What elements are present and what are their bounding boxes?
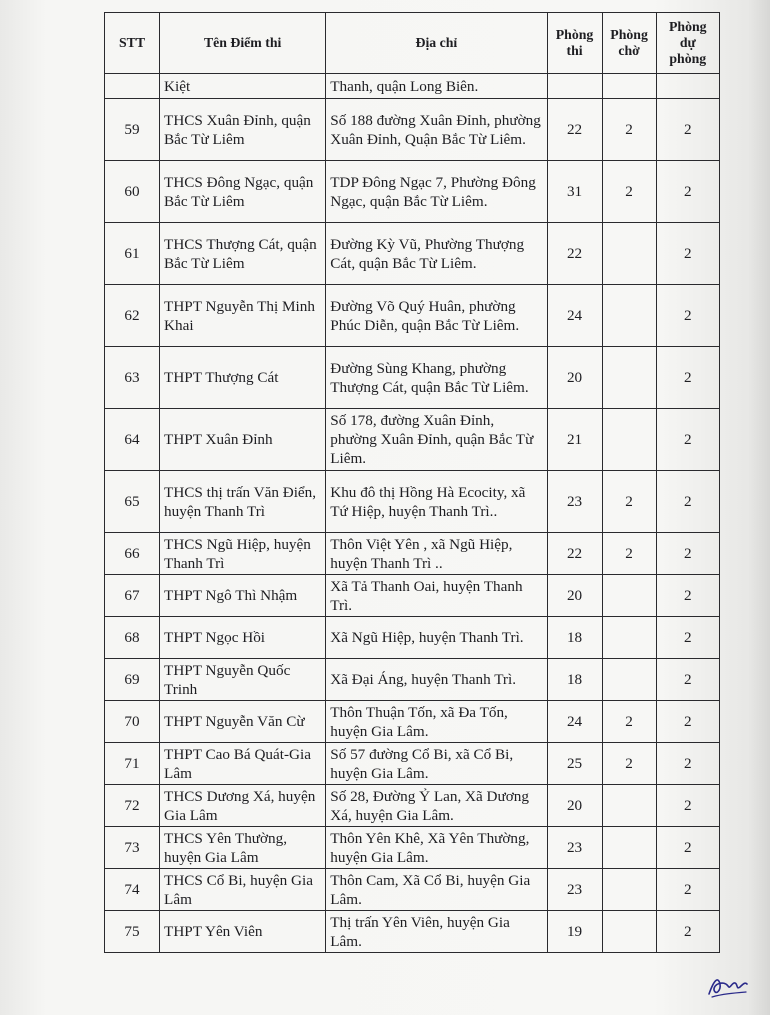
cell-backup-rooms: 2 (656, 533, 719, 575)
cell-waiting-rooms (602, 74, 656, 99)
cell-exam-rooms: 23 (547, 869, 602, 911)
cell-stt: 70 (105, 701, 160, 743)
cell-stt: 75 (105, 911, 160, 953)
cell-exam-rooms: 22 (547, 223, 602, 285)
cell-backup-rooms (656, 74, 719, 99)
cell-waiting-rooms (602, 827, 656, 869)
cell-stt: 64 (105, 409, 160, 471)
cell-site-name: THPT Xuân Đỉnh (160, 409, 326, 471)
cell-site-name: THCS Thượng Cát, quận Bắc Từ Liêm (160, 223, 326, 285)
header-exam-rooms: Phòng thi (547, 13, 602, 74)
cell-site-name: THPT Ngô Thì Nhậm (160, 575, 326, 617)
cell-address: Xã Đại Áng, huyện Thanh Trì. (326, 659, 547, 701)
table-row (105, 911, 720, 953)
cell-exam-rooms: 20 (547, 347, 602, 409)
cell-site-name: THPT Thượng Cát (160, 347, 326, 409)
page-edge-shadow (748, 0, 770, 1015)
header-backup-rooms: Phòng dự phòng (656, 13, 719, 74)
cell-backup-rooms: 2 (656, 827, 719, 869)
cell-site-name: THPT Yên Viên (160, 911, 326, 953)
cell-site-name: THCS thị trấn Văn Điển, huyện Thanh Trì (160, 471, 326, 533)
header-site-name: Tên Điểm thi (160, 13, 326, 74)
cell-stt: 63 (105, 347, 160, 409)
cell-exam-rooms: 24 (547, 285, 602, 347)
cell-exam-rooms: 21 (547, 409, 602, 471)
cell-exam-rooms: 25 (547, 743, 602, 785)
table-row (105, 409, 720, 471)
cell-exam-rooms: 23 (547, 471, 602, 533)
cell-address: Đường Sùng Khang, phường Thượng Cát, quận Bắc Từ Liêm. (326, 347, 547, 409)
cell-address: Thôn Yên Khê, Xã Yên Thường, huyện Gia Lâm. (326, 827, 547, 869)
cell-waiting-rooms: 2 (602, 743, 656, 785)
cell-stt: 68 (105, 617, 160, 659)
header-address: Địa chỉ (326, 13, 547, 74)
cell-exam-rooms: 20 (547, 575, 602, 617)
table-row (105, 659, 720, 701)
cell-exam-rooms: 18 (547, 617, 602, 659)
cell-stt: 65 (105, 471, 160, 533)
cell-stt: 62 (105, 285, 160, 347)
cell-address: Số 178, đường Xuân Đỉnh, phường Xuân Đỉnh, quận Bắc Từ Liêm. (326, 409, 547, 471)
table-row (105, 743, 720, 785)
cell-waiting-rooms (602, 347, 656, 409)
cell-waiting-rooms: 2 (602, 161, 656, 223)
cell-stt: 74 (105, 869, 160, 911)
cell-site-name: THPT Nguyễn Quốc Trinh (160, 659, 326, 701)
handwritten-signature (706, 970, 750, 1000)
cell-stt: 67 (105, 575, 160, 617)
cell-address: Khu đô thị Hồng Hà Ecocity, xã Tứ Hiệp, huyện Thanh Trì.. (326, 471, 547, 533)
cell-backup-rooms: 2 (656, 285, 719, 347)
cell-address: Số 28, Đường Ỷ Lan, Xã Dương Xá, huyện Gia Lâm. (326, 785, 547, 827)
cell-stt: 73 (105, 827, 160, 869)
cell-site-name: THPT Cao Bá Quát-Gia Lâm (160, 743, 326, 785)
cell-site-name: THCS Yên Thường, huyện Gia Lâm (160, 827, 326, 869)
cell-exam-rooms: 19 (547, 911, 602, 953)
cell-backup-rooms: 2 (656, 161, 719, 223)
cell-exam-rooms: 18 (547, 659, 602, 701)
table-header-row (105, 13, 720, 74)
cell-waiting-rooms: 2 (602, 701, 656, 743)
cell-backup-rooms: 2 (656, 617, 719, 659)
cell-backup-rooms: 2 (656, 471, 719, 533)
cell-site-name: THPT Ngọc Hồi (160, 617, 326, 659)
table-row (105, 161, 720, 223)
cell-address: Đường Kỳ Vũ, Phường Thượng Cát, quận Bắc Từ Liêm. (326, 223, 547, 285)
header-waiting-rooms: Phòng chờ (602, 13, 656, 74)
cell-address: Thanh, quận Long Biên. (326, 74, 547, 99)
cell-site-name: THCS Xuân Đỉnh, quận Bắc Từ Liêm (160, 99, 326, 161)
cell-exam-rooms (547, 74, 602, 99)
cell-waiting-rooms (602, 409, 656, 471)
cell-waiting-rooms (602, 285, 656, 347)
cell-backup-rooms: 2 (656, 659, 719, 701)
cell-exam-rooms: 22 (547, 99, 602, 161)
cell-backup-rooms: 2 (656, 409, 719, 471)
cell-address: Thôn Cam, Xã Cổ Bi, huyện Gia Lâm. (326, 869, 547, 911)
cell-backup-rooms: 2 (656, 911, 719, 953)
table-row (105, 617, 720, 659)
cell-backup-rooms: 2 (656, 743, 719, 785)
cell-waiting-rooms (602, 785, 656, 827)
cell-address: Số 57 đường Cổ Bi, xã Cổ Bi, huyện Gia Lâm. (326, 743, 547, 785)
exam-sites-table (104, 12, 720, 953)
cell-backup-rooms: 2 (656, 701, 719, 743)
cell-stt: 66 (105, 533, 160, 575)
cell-exam-rooms: 31 (547, 161, 602, 223)
cell-waiting-rooms (602, 659, 656, 701)
cell-waiting-rooms (602, 869, 656, 911)
cell-exam-rooms: 24 (547, 701, 602, 743)
cell-waiting-rooms (602, 223, 656, 285)
cell-stt: 69 (105, 659, 160, 701)
cell-waiting-rooms: 2 (602, 471, 656, 533)
table-row (105, 99, 720, 161)
cell-exam-rooms: 20 (547, 785, 602, 827)
cell-exam-rooms: 22 (547, 533, 602, 575)
table-row (105, 701, 720, 743)
table-row (105, 785, 720, 827)
cell-backup-rooms: 2 (656, 347, 719, 409)
cell-site-name: THCS Đông Ngạc, quận Bắc Từ Liêm (160, 161, 326, 223)
cell-site-name: THCS Dương Xá, huyện Gia Lâm (160, 785, 326, 827)
cell-site-name: THPT Nguyễn Thị Minh Khai (160, 285, 326, 347)
cell-stt: 72 (105, 785, 160, 827)
cell-waiting-rooms: 2 (602, 99, 656, 161)
cell-address: Thị trấn Yên Viên, huyện Gia Lâm. (326, 911, 547, 953)
cell-site-name: THPT Nguyễn Văn Cừ (160, 701, 326, 743)
cell-stt (105, 74, 160, 99)
table-row (105, 575, 720, 617)
cell-address: Xã Tả Thanh Oai, huyện Thanh Trì. (326, 575, 547, 617)
cell-site-name: THCS Cổ Bi, huyện Gia Lâm (160, 869, 326, 911)
cell-backup-rooms: 2 (656, 223, 719, 285)
cell-address: Đường Võ Quý Huân, phường Phúc Diễn, quận Bắc Từ Liêm. (326, 285, 547, 347)
table-row (105, 827, 720, 869)
cell-backup-rooms: 2 (656, 869, 719, 911)
cell-stt: 71 (105, 743, 160, 785)
cell-backup-rooms: 2 (656, 785, 719, 827)
cell-backup-rooms: 2 (656, 575, 719, 617)
cell-stt: 60 (105, 161, 160, 223)
table-row (105, 223, 720, 285)
table-row (105, 471, 720, 533)
cell-waiting-rooms (602, 911, 656, 953)
cell-address: Xã Ngũ Hiệp, huyện Thanh Trì. (326, 617, 547, 659)
table-row (105, 347, 720, 409)
cell-address: Thôn Việt Yên , xã Ngũ Hiệp, huyện Thanh Trì .. (326, 533, 547, 575)
cell-site-name: Kiệt (160, 74, 326, 99)
cell-waiting-rooms (602, 617, 656, 659)
table-row-continuation (105, 74, 720, 99)
header-stt: STT (105, 13, 160, 74)
table-row (105, 533, 720, 575)
cell-backup-rooms: 2 (656, 99, 719, 161)
cell-stt: 61 (105, 223, 160, 285)
cell-address: Thôn Thuận Tốn, xã Đa Tốn, huyện Gia Lâm. (326, 701, 547, 743)
cell-address: Số 188 đường Xuân Đỉnh, phường Xuân Đỉnh, Quận Bắc Từ Liêm. (326, 99, 547, 161)
cell-waiting-rooms (602, 575, 656, 617)
cell-waiting-rooms: 2 (602, 533, 656, 575)
cell-exam-rooms: 23 (547, 827, 602, 869)
cell-address: TDP Đông Ngạc 7, Phường Đông Ngạc, quận Bắc Từ Liêm. (326, 161, 547, 223)
table-row (105, 285, 720, 347)
cell-stt: 59 (105, 99, 160, 161)
table-row (105, 869, 720, 911)
cell-site-name: THCS Ngũ Hiệp, huyện Thanh Trì (160, 533, 326, 575)
